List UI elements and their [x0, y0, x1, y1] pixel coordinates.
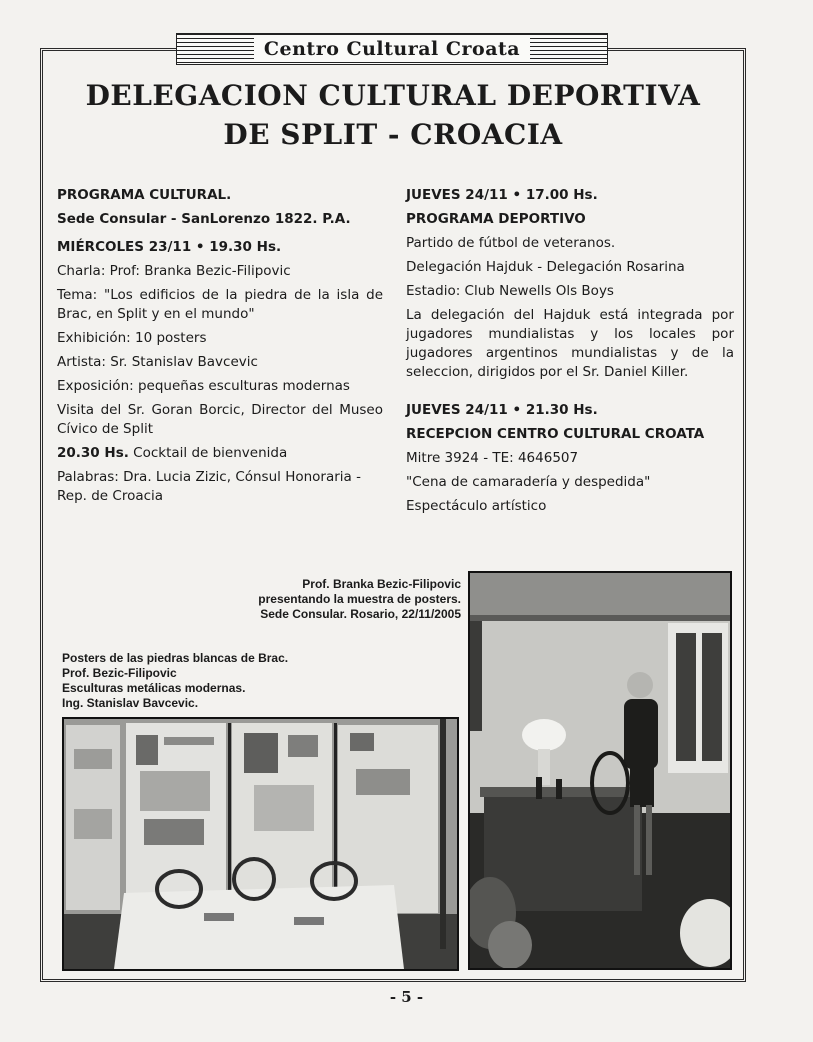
caption-left-line-4: Ing. Stanislav Bavcevic. — [62, 696, 199, 710]
words: Palabras: Dra. Lucia Zizic, Cónsul Honoraria - Rep. de Croacia — [57, 469, 361, 504]
date-heading-1: JUEVES 24/11 • 17.00 Hs. — [406, 187, 598, 203]
theme: Tema: "Los edificios de la piedra de la isla de Brac, en Split y en el mundo" — [57, 287, 383, 322]
visit: Visita del Sr. Goran Borcic, Director del Museo Cívico de Split — [57, 402, 383, 437]
address: Mitre 3924 - TE: 4646507 — [406, 450, 579, 466]
stadium: Estadio: Club Newells Ols Boys — [406, 283, 614, 299]
photo-caption-right — [258, 577, 461, 622]
sport-program-column — [406, 186, 734, 521]
caption-right-line-2: presentando la muestra de posters. — [258, 592, 461, 606]
cultural-program-column — [57, 186, 383, 511]
banner-title: Centro Cultural Croata — [254, 38, 530, 60]
cocktail-time: 20.30 Hs. — [57, 445, 129, 461]
posters-exhibition-photo — [62, 717, 459, 971]
cocktail-text: Cocktail de bienvenida — [128, 445, 288, 461]
speaker-image — [470, 573, 730, 968]
date-heading: MIÉRCOLES 23/11 • 19.30 Hs. — [57, 239, 282, 255]
caption-left-line-3: Esculturas metálicas modernas. — [62, 681, 246, 695]
reception-heading: RECEPCION CENTRO CULTURAL CROATA — [406, 426, 705, 442]
artist: Artista: Sr. Stanislav Bavcevic — [57, 354, 258, 370]
date-heading-2: JUEVES 24/11 • 21.30 Hs. — [406, 402, 598, 418]
dinner: "Cena de camaradería y despedida" — [406, 474, 651, 490]
page-number: - 5 - — [389, 988, 424, 1006]
sculptures: Exposición: pequeñas esculturas modernas — [57, 378, 350, 394]
posters-exhibition-image — [64, 719, 457, 969]
cocktail — [57, 444, 383, 463]
match: Partido de fútbol de veteranos. — [406, 235, 616, 251]
description: La delegación del Hajduk está integrada por jugadores mundialistas y los locales por jugadores argentinos mundialistas y de la seleccion, dirigidos por el Sr. Daniel Killer. — [406, 307, 734, 380]
title-line-2: DE SPLIT - CROACIA — [223, 118, 563, 151]
venue: Sede Consular - SanLorenzo 1822. P.A. — [57, 211, 351, 227]
photo-caption-left — [62, 651, 288, 711]
caption-right-line-3: Sede Consular. Rosario, 22/11/2005 — [260, 607, 461, 621]
caption-left-line-2: Prof. Bezic-Filipovic — [62, 666, 177, 680]
talk: Charla: Prof: Branka Bezic-Filipovic — [57, 263, 291, 279]
main-title — [60, 76, 726, 154]
delegations: Delegación Hajduk - Delegación Rosarina — [406, 259, 685, 275]
exhibition: Exhibición: 10 posters — [57, 330, 207, 346]
title-line-1: DELEGACION CULTURAL DEPORTIVA — [85, 79, 701, 112]
caption-left-line-1: Posters de las piedras blancas de Brac. — [62, 651, 289, 665]
program-heading: PROGRAMA CULTURAL. — [57, 187, 232, 203]
caption-right-line-1: Prof. Branka Bezic-Filipovic — [302, 577, 461, 591]
sport-heading: PROGRAMA DEPORTIVO — [406, 211, 586, 227]
speaker-photo — [468, 571, 732, 970]
show: Espectáculo artístico — [406, 498, 547, 514]
banner — [176, 33, 608, 65]
